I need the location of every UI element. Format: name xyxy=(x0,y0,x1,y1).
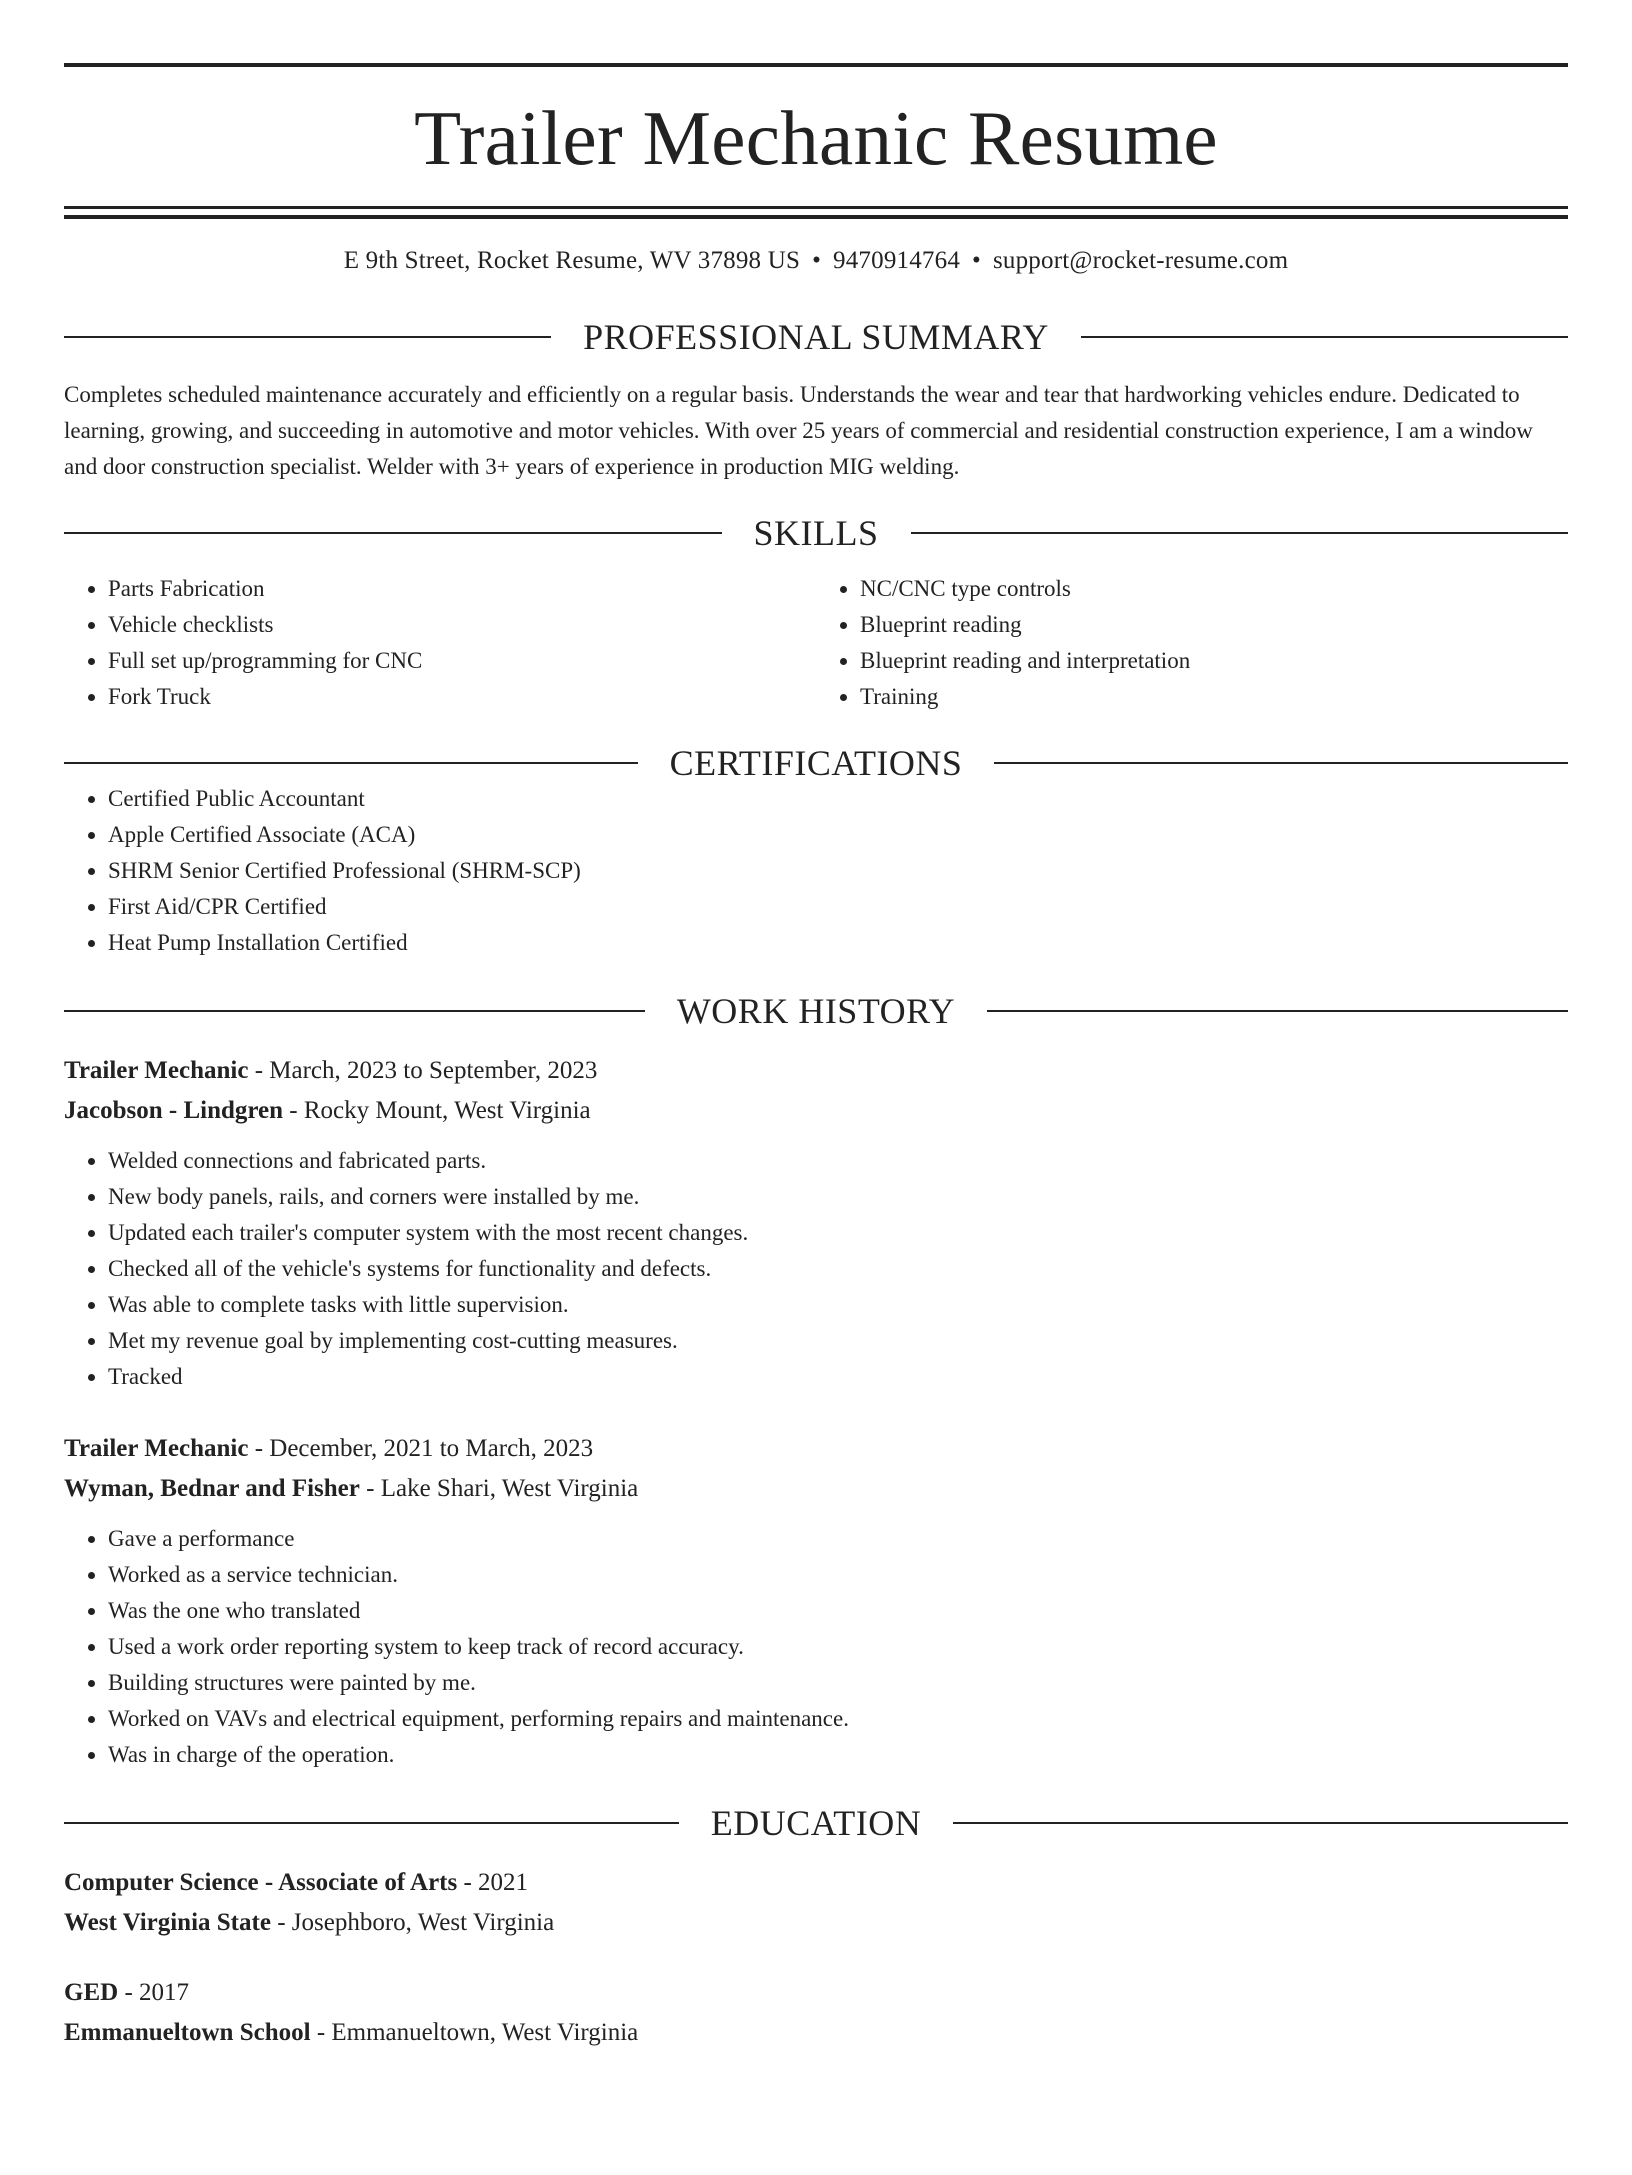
job-bullets xyxy=(64,1143,1568,1395)
heading-rule xyxy=(64,532,722,534)
job-bullet: • Welded connections and fabricated parts. xyxy=(108,1143,1568,1179)
education-entry xyxy=(64,1863,1568,1943)
job-bullet: • Checked all of the vehicle's systems for functionality and defects. xyxy=(108,1251,1568,1287)
job-dates: December, 2021 to March, 2023 xyxy=(269,1435,594,1462)
dash: - xyxy=(277,1909,286,1936)
section-title: SKILLS xyxy=(753,513,879,553)
education-school-line xyxy=(64,1903,1568,1943)
skill-item: • Training xyxy=(860,679,1568,715)
job-entry xyxy=(64,1051,1568,1395)
skill-item: • Vehicle checklists xyxy=(108,607,816,643)
dash: - xyxy=(463,1869,472,1896)
dash: - xyxy=(289,1097,298,1124)
job-bullet: • Was the one who translated xyxy=(108,1593,1568,1629)
contact-separator: • xyxy=(812,247,822,274)
job-bullet: • Met my revenue goal by implementing cost-cutting measures. xyxy=(108,1323,1568,1359)
education-year: 2017 xyxy=(139,1979,190,2006)
dash: - xyxy=(316,2019,326,2046)
job-company-line xyxy=(64,1091,1568,1131)
dash: - xyxy=(254,1435,264,1462)
job-bullet: • Used a work order reporting system to keep track of record accuracy. xyxy=(108,1629,1568,1665)
skills-grid xyxy=(64,571,1568,715)
skill-item: • Parts Fabrication xyxy=(108,571,816,607)
top-divider xyxy=(64,63,1568,67)
job-company: Jacobson - Lindgren xyxy=(64,1097,284,1124)
education-location: Emmanueltown, West Virginia xyxy=(331,2019,639,2046)
heading-rule xyxy=(64,336,551,338)
heading-rule xyxy=(64,762,638,764)
dash: - xyxy=(124,1979,133,2006)
skill-item: • Full set up/programming for CNC xyxy=(108,643,816,679)
skills-column-left xyxy=(64,571,816,715)
skill-item: • NC/CNC type controls xyxy=(860,571,1568,607)
job-bullet: • Building structures were painted by me. xyxy=(108,1665,1568,1701)
certification-item: • First Aid/CPR Certified xyxy=(108,889,1568,925)
certifications-list xyxy=(64,781,1568,961)
section-title: CERTIFICATIONS xyxy=(669,743,963,783)
skill-item: • Blueprint reading xyxy=(860,607,1568,643)
job-bullet: • Was able to complete tasks with little supervision. xyxy=(108,1287,1568,1323)
education-degree-line xyxy=(64,1973,1568,2013)
dash: - xyxy=(254,1057,264,1084)
dash: - xyxy=(366,1475,375,1502)
education-degree: Computer Science - Associate of Arts xyxy=(64,1869,458,1896)
education-degree: GED xyxy=(64,1979,119,2006)
job-location: Rocky Mount, West Virginia xyxy=(303,1097,591,1124)
section-title: PROFESSIONAL SUMMARY xyxy=(583,317,1049,357)
certification-item: • SHRM Senior Certified Professional (SHRM-SCP) xyxy=(108,853,1568,889)
heading-rule xyxy=(911,532,1569,534)
title-double-divider xyxy=(64,206,1568,219)
certification-item: • Heat Pump Installation Certified xyxy=(108,925,1568,961)
summary-text: Completes scheduled maintenance accurately and efficiently on a regular basis. Understands the wear and tear that hardworking vehicles endure. Dedicated to learning, growing, and succeeding in automotive and motor vehicles. With over 25 years of commercial and residential construction experience, I am a window and door construction specialist. Welder with 3+ years of experience in production MIG welding. xyxy=(64,382,1533,479)
job-bullet: • Worked on VAVs and electrical equipment, performing repairs and maintenance. xyxy=(108,1701,1568,1737)
contact-address: E 9th Street, Rocket Resume, WV 37898 US xyxy=(343,247,801,274)
job-title: Trailer Mechanic xyxy=(64,1057,249,1084)
section-heading-work-history xyxy=(64,993,1568,1029)
contact-separator: • xyxy=(972,247,981,274)
heading-rule xyxy=(994,762,1568,764)
certification-item: • Apple Certified Associate (ACA) xyxy=(108,817,1568,853)
contact-email: support@rocket-resume.com xyxy=(992,247,1289,274)
heading-rule xyxy=(953,1822,1568,1824)
job-bullet: • New body panels, rails, and corners were installed by me. xyxy=(108,1179,1568,1215)
education-school: Emmanueltown School xyxy=(64,2019,311,2046)
education-school-line xyxy=(64,2013,1568,2053)
section-title: WORK HISTORY xyxy=(676,991,956,1031)
heading-rule xyxy=(1081,336,1568,338)
job-title-line xyxy=(64,1051,1568,1091)
job-entry xyxy=(64,1429,1568,1773)
job-company-line xyxy=(64,1469,1568,1509)
job-title-line xyxy=(64,1429,1568,1469)
heading-rule xyxy=(64,1010,645,1012)
heading-rule xyxy=(987,1010,1568,1012)
education-school: West Virginia State xyxy=(64,1909,271,1936)
job-bullet: • Tracked xyxy=(108,1359,1568,1395)
job-bullets xyxy=(64,1521,1568,1773)
section-heading-certifications xyxy=(64,745,1568,781)
education-entry xyxy=(64,1973,1568,2053)
skills-column-right xyxy=(816,571,1568,715)
section-title: EDUCATION xyxy=(710,1803,922,1843)
skill-item: • Fork Truck xyxy=(108,679,816,715)
job-bullet: • Worked as a service technician. xyxy=(108,1557,1568,1593)
resume-page xyxy=(0,63,1632,2175)
education-degree-line xyxy=(64,1863,1568,1903)
job-bullet: • Updated each trailer's computer system with the most recent changes. xyxy=(108,1215,1568,1251)
job-dates: March, 2023 to September, 2023 xyxy=(269,1057,598,1084)
education-location: Josephboro, West Virginia xyxy=(291,1909,555,1936)
contact-line xyxy=(64,247,1568,275)
job-company: Wyman, Bednar and Fisher xyxy=(64,1475,360,1502)
contact-phone: 9470914764 xyxy=(833,247,961,274)
section-heading-summary xyxy=(64,319,1568,355)
job-bullet: • Was in charge of the operation. xyxy=(108,1737,1568,1773)
certification-item: • Certified Public Accountant xyxy=(108,781,1568,817)
resume-title: Trailer Mechanic Resume xyxy=(414,95,1218,181)
education-year: 2021 xyxy=(478,1869,529,1896)
job-title: Trailer Mechanic xyxy=(64,1435,249,1462)
skill-item: • Blueprint reading and interpretation xyxy=(860,643,1568,679)
section-heading-education xyxy=(64,1805,1568,1841)
job-location: Lake Shari, West Virginia xyxy=(380,1475,639,1502)
job-bullet: • Gave a performance xyxy=(108,1521,1568,1557)
section-heading-skills xyxy=(64,515,1568,551)
heading-rule xyxy=(64,1822,679,1824)
